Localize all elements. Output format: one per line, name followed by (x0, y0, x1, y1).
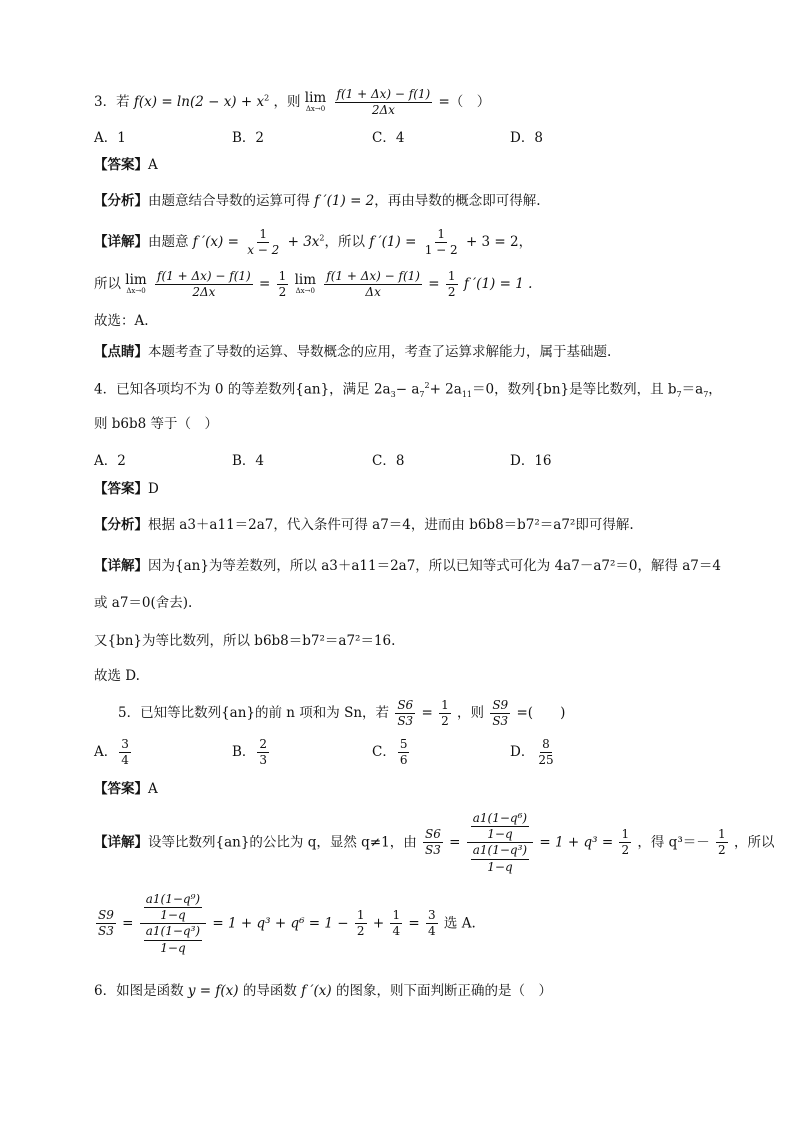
q5-detail2-s3: S3 (98, 924, 114, 939)
q5-stem (118, 699, 565, 728)
q5-detail2-top-den: 1−q (160, 908, 186, 923)
q3-detail-lim-1-sub: Δx→0 (126, 286, 146, 295)
q5-option-a (94, 738, 133, 767)
q5-detail-half-b (716, 828, 728, 857)
q4-option-a: A．2 (94, 453, 126, 469)
q5-option-d-label: D． (510, 744, 535, 761)
q3-option-c: C．4 (372, 130, 405, 146)
q5-detail-s6: S6 (423, 828, 443, 843)
q5-detail2-half-den: 2 (356, 924, 365, 939)
q4-stem-b: − a (395, 381, 420, 398)
q5-detail2-compound-frac (140, 893, 206, 955)
q5-stem-frac-3-den: S3 (492, 714, 509, 729)
q4-stem-c: + 2a (429, 381, 462, 398)
q3-detail-lim-1-word: lim (125, 272, 147, 289)
q3-detail-frac-1-num: 1 (257, 228, 269, 243)
q5-option-c-label: C． (372, 744, 396, 761)
q5-detail2-quarter (390, 909, 402, 938)
q5-detail-a: 设等比数列{an}的公比为 q，显然 q≠1，由 (148, 834, 417, 851)
q3-frac-num: f(1 + Δx) − f(1) (335, 88, 433, 103)
q3-detail-1d: + 3x (287, 234, 320, 251)
q3-fraction (335, 88, 433, 117)
q5-option-d-frac (536, 738, 555, 767)
q3-answer-value: A (148, 157, 158, 173)
q3-detail-frac-3 (155, 270, 253, 299)
q5-detail2-half (355, 909, 367, 938)
q5-option-c-frac (398, 738, 410, 767)
q3-option-b: B．2 (232, 130, 265, 146)
q5-option-d (510, 738, 558, 767)
q4-option-c: C．8 (372, 453, 405, 469)
q4-analysis (94, 517, 634, 533)
q3-detail-lim-2-sub: Δx→0 (295, 286, 315, 295)
q5-stem-frac-1-num: S6 (395, 699, 415, 714)
q5-detail2-plus: + (372, 915, 385, 932)
q5-stem-eq: = (421, 705, 433, 722)
q3-analysis (94, 193, 541, 209)
q4-detail-1: 因为{an}为等差数列，所以 a3＋a11＝2a7，所以已知等式可化为 4a7－a7²＝0，解得 a7＝4 (148, 558, 721, 574)
q3-detail-frac-half-2-den: 2 (447, 285, 456, 300)
q3-option-a: A．1 (94, 130, 126, 146)
q3-stem (94, 88, 490, 117)
q3-detail-tag: 【详解】 (94, 234, 148, 251)
q3-detail-1b: f ′(x) = (192, 234, 239, 251)
q5-stem-b: ，则 (457, 705, 485, 722)
q3-function: f(x) = ln(2 − x) + x (133, 94, 265, 111)
q3-detail-frac-half-num: 1 (277, 270, 289, 285)
q5-detail2-top-frac (144, 893, 202, 922)
q3-answer (94, 157, 158, 173)
q5-answer-tag: 【答案】 (94, 781, 148, 797)
q4-stem-line1: 4．已知各项均不为 0 的等差数列{an}，满足 $2a_3- a_7^2+ 2a_{11}=0$，数列{bn}是等比数列，且 $b_7=a_7$， (94, 381, 722, 400)
q3-detail-frac-2 (423, 228, 460, 257)
q3-detail-frac-half (277, 270, 289, 299)
q3-detail-frac-4-den: Δx (365, 285, 381, 300)
q3-detail-1e: ，所以 (324, 234, 365, 251)
q5-option-a-frac (119, 738, 131, 767)
q3-function-exponent: 2 (264, 93, 270, 103)
q5-detail2-result (426, 909, 438, 938)
q3-detail-frac-half-2-num: 1 (446, 270, 458, 285)
q3-analysis-a: 由题意结合导数的运算可得 (148, 193, 310, 209)
q5-detail-bot-den: 1−q (487, 859, 513, 874)
q4-analysis-tag: 【分析】 (94, 517, 148, 533)
q5-stem-frac-2-num: 1 (439, 699, 451, 714)
q4-answer (94, 481, 159, 497)
q5-detail-compound-frac (467, 812, 533, 874)
q3-detail-frac-4-num: f(1 + Δx) − f(1) (324, 270, 422, 285)
q4-stem-d: ＝0，数列{bn}是等比数列，且 b (472, 381, 677, 398)
q5-detail2-quarter-num: 1 (390, 909, 402, 924)
q3-detail-line2 (94, 270, 532, 299)
q4-detail-line1 (94, 558, 721, 574)
q3-detail-lim-2 (295, 274, 316, 295)
q3-detail-frac-half-den: 2 (278, 285, 287, 300)
q3-detail-frac-half-2 (446, 270, 458, 299)
q5-detail-tag: 【详解】 (94, 834, 148, 851)
q6-stem (94, 983, 552, 999)
q5-option-c (372, 738, 411, 767)
q3-detail-2a: 所以 (94, 276, 121, 293)
q3-analysis-tag: 【分析】 (94, 193, 148, 209)
q3-detail-frac-3-den: 2Δx (192, 285, 216, 300)
q3-detail-line1: 【详解】由题意 f ′(x) = $\frac{1}{x - 2}$ + $3x^2$，所以 f ′(1) = $\frac{1}{1 - 2}$ + 3 = 2， (94, 227, 533, 258)
q4-detail-line3: 又{bn}为等比数列，所以 b6b8＝b7²＝a7²＝16. (94, 633, 396, 649)
q5-stem-frac-1 (395, 699, 415, 728)
q5-detail2-end: 选 A. (443, 915, 476, 932)
q3-detail-frac-2-den: 1 − 2 (424, 243, 458, 258)
q5-detail2-bot-frac (144, 925, 202, 954)
q5-detail2-bot-den: 1−q (160, 940, 186, 955)
q5-option-b-num: 2 (257, 738, 269, 753)
q4-detail-tag: 【详解】 (94, 558, 148, 574)
q5-detail-bot-num: a1(1−q³) (471, 844, 529, 859)
q5-option-d-num: 8 (540, 738, 552, 753)
q4-option-b: B．4 (232, 453, 265, 469)
q5-detail-half-b-den: 2 (718, 843, 726, 858)
q5-detail2-mid: = 1 + q³ + q⁶ = 1 − (212, 915, 349, 932)
q5-detail-s3: S3 (425, 843, 441, 858)
q3-detail-2-eq: = (259, 276, 271, 293)
q3-detail-2-eq-b: = (428, 276, 440, 293)
q5-stem-frac-1-den: S3 (397, 714, 414, 729)
q3-comment (94, 344, 611, 360)
q6-stem-e: 的图象，则下面判断正确的是（ ） (335, 983, 552, 999)
q5-option-b-den: 3 (259, 753, 268, 768)
q5-answer-value: A (148, 781, 158, 797)
q3-analysis-b: ，再由导数的概念即可得解. (374, 193, 541, 209)
q3-detail-frac-4 (324, 270, 422, 299)
q3-detail-lim-1 (125, 274, 146, 295)
q3-limit (305, 92, 326, 113)
q5-detail-top-den: 1−q (487, 827, 513, 842)
q3-comment-text: 本题考查了导数的运算、导数概念的应用，考查了运算求解能力，属于基础题. (148, 344, 612, 360)
q3-stem-mid: ，则 (273, 94, 301, 111)
q3-analysis-eq: f ′(1) = 2 (314, 193, 375, 209)
q3-stem-tail: =（ ） (438, 94, 491, 111)
q3-frac-den: 2Δx (371, 103, 395, 118)
q6-stem-d: f ′(x) (301, 983, 332, 999)
q3-option-d: D．8 (510, 130, 543, 146)
q5-detail-half-num: 1 (619, 828, 631, 843)
q5-answer (94, 781, 158, 797)
q5-option-b (232, 738, 271, 767)
q5-detail2-eq: = (408, 915, 420, 932)
q3-detail-2-end: f ′(1) = 1 . (463, 276, 533, 293)
q4-stem-a: 4．已知各项均不为 0 的等差数列{an}，满足 2a (94, 381, 391, 398)
q5-detail-bot-frac (471, 844, 529, 873)
q3-detail-1a: 由题意 (148, 234, 189, 251)
q5-detail2-half-num: 1 (355, 909, 367, 924)
q3-lim-sub: Δx→0 (305, 104, 326, 113)
q5-detail2-compound-bottom (140, 924, 206, 954)
q5-option-c-den: 6 (399, 753, 408, 768)
q3-detail-1f: f ′(1) = (369, 234, 417, 251)
q5-detail-s-ratio (423, 828, 443, 857)
q5-stem-frac-2 (439, 699, 451, 728)
q4-stem-line2: 则 b6b8 等于（ ） (94, 416, 219, 432)
q5-detail2-quarter-den: 4 (392, 924, 401, 939)
q5-stem-frac-3 (490, 699, 510, 728)
q5-stem-a: 5．已知等比数列{an}的前 n 项和为 Sn，若 (118, 705, 390, 722)
q5-stem-frac-3-num: S9 (490, 699, 510, 714)
q4-conclusion: 故选 D. (94, 668, 140, 684)
q5-detail-compound-bottom (467, 843, 533, 873)
q3-stem-prefix: 3．若 (94, 94, 130, 111)
q5-detail-mid: = 1 + q³ = (539, 834, 614, 851)
q3-detail-frac-1-den: x − 2 (247, 243, 280, 258)
q5-option-b-label: B． (232, 744, 256, 761)
q5-detail-top-num: a1(1−q⁶) (471, 812, 529, 827)
q3-comment-tag: 【点睛】 (94, 344, 148, 360)
q5-detail2-bot-num: a1(1−q³) (144, 925, 202, 940)
q5-detail2-s9: S9 (96, 909, 116, 924)
q5-detail-half-b-num: 1 (716, 828, 728, 843)
q5-detail-half-den: 2 (621, 843, 630, 858)
q3-detail-frac-2-num: 1 (435, 228, 447, 243)
q5-option-b-frac (257, 738, 269, 767)
q5-detail-compound-top (467, 812, 533, 843)
q4-answer-value: D (148, 481, 159, 497)
q3-detail-lim-2-word: lim (294, 272, 316, 289)
q5-detail-half (619, 828, 631, 857)
q5-detail2-result-den: 4 (427, 924, 436, 939)
q5-detail-line1: 【详解】设等比数列{an}的公比为 q，显然 q≠1，由 $\frac{S6}{S3}$ = $\frac{\frac{\text{a1(1−q⁶)}}{1-q}}{\frac{\text{a1(1−q³)}}{1-q}}$ = 1 + q³ = $\frac{1}{2}$ ，得 q³＝－ $\frac{1}{2}$ ，所以 (94, 811, 775, 874)
q5-option-a-num: 3 (119, 738, 131, 753)
q4-stem-e: ＝a (681, 381, 704, 398)
q5-option-a-label: A． (94, 744, 118, 761)
q5-detail-b: ，得 q³＝－ (637, 834, 710, 851)
q5-detail2-top-num: a1(1−q⁹) (144, 893, 202, 908)
q4-option-d: D．16 (510, 453, 552, 469)
q5-detail-top-frac (471, 812, 529, 841)
q5-option-d-den: 25 (538, 753, 554, 768)
q6-stem-b: y = f(x) (187, 983, 239, 999)
q5-option-c-num: 5 (398, 738, 410, 753)
q6-stem-c: 的导函数 (242, 983, 297, 999)
q4-answer-tag: 【答案】 (94, 481, 148, 497)
q3-answer-tag: 【答案】 (94, 157, 148, 173)
q5-detail-c: ，所以 (733, 834, 775, 851)
q3-detail-frac-1 (245, 228, 281, 257)
q6-stem-a: 6．如图是函数 (94, 983, 184, 999)
q4-analysis-text: 根据 a3＋a11＝2a7，代入条件可得 a7＝4，进而由 b6b8＝b7²＝a7²即可得解. (148, 517, 634, 533)
q5-detail2-compound-top (140, 893, 206, 924)
q3-lim-word: lim (304, 90, 327, 107)
q4-detail-line2: 或 a7＝0(舍去). (94, 595, 193, 611)
q5-detail2-result-num: 3 (426, 909, 438, 924)
q5-stem-frac-2-den: 2 (441, 714, 449, 729)
q5-stem-c: =( ) (516, 705, 566, 722)
q3-detail-1h: + 3 = 2， (465, 234, 533, 251)
q3-detail-frac-3-num: f(1 + Δx) − f(1) (155, 270, 253, 285)
q3-conclusion: 故选：A. (94, 313, 149, 329)
q5-detail-line2: $\frac{S9}{S3}$ = $\frac{\frac{\text{a1(1−q⁹)}}{1-q}}{\frac{\text{a1(1−q³)}}{1-q}}$ = 1 + q³ + q⁶ = 1 − $\frac{1}{2}$ + $\frac{1}{4}$ = $\frac{3}{4}$ 选 A. (98, 892, 476, 955)
q5-option-a-den: 4 (121, 753, 129, 768)
q5-detail2-s-ratio (96, 909, 116, 938)
